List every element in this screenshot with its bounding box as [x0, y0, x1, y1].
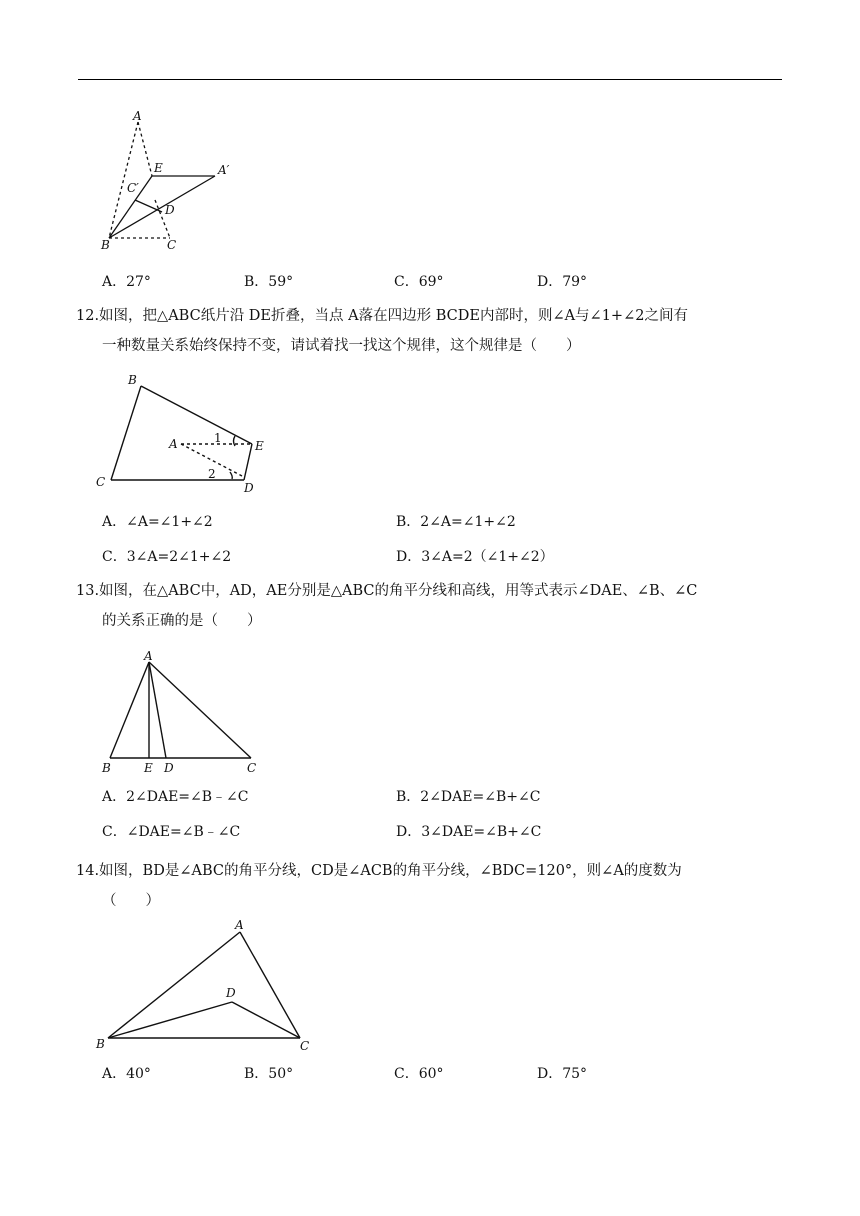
q11-label-D: D: [165, 203, 175, 217]
q13-figure: [96, 648, 268, 774]
q13-stem: [76, 576, 791, 636]
q12-option-a: A．∠A=∠1+∠2: [102, 514, 213, 530]
q12-label-E: E: [255, 439, 264, 453]
q14-option-a: A．40°: [102, 1066, 151, 1082]
q14-label-B: B: [96, 1037, 105, 1051]
q11-label-A: A: [133, 109, 142, 123]
q14-option-c: C．60°: [394, 1066, 444, 1082]
q14-option-d: D．75°: [537, 1066, 588, 1082]
q11-label-B: B: [101, 238, 110, 252]
q11-label-C-prime: C′: [127, 181, 139, 195]
q14-line2: （ ）: [102, 893, 160, 909]
q14-line1: 14.如图，BD是∠ABC的角平分线，CD是∠ACB的角平分线，∠BDC=120°，则∠A的度数为: [76, 863, 682, 879]
q13-label-C: C: [247, 761, 257, 774]
q13-option-c: C．∠DAE=∠B﹣∠C: [102, 824, 241, 840]
q11-label-C: C: [167, 238, 177, 252]
q13-label-E: E: [144, 761, 153, 774]
q12-stem: [76, 301, 791, 361]
q14-label-C: C: [300, 1039, 310, 1053]
q11-figure: [95, 108, 255, 256]
q12-line2: 一种数量关系始终保持不变，请试着找一找这个规律，这个规律是（ ）: [102, 338, 581, 354]
q13-label-D: D: [164, 761, 174, 774]
q11-option-a: A．27°: [102, 274, 151, 290]
q12-label-D: D: [244, 481, 254, 494]
q12-label-B: B: [128, 373, 137, 387]
q12-label-C: C: [96, 475, 106, 489]
q12-label-A: A: [169, 437, 178, 451]
q13-label-A: A: [144, 649, 153, 663]
q14-figure: [92, 914, 322, 1054]
q13-option-d: D．3∠DAE=∠B+∠C: [396, 824, 542, 840]
q11-option-c: C．69°: [394, 274, 444, 290]
q13-label-B: B: [102, 761, 111, 774]
q11-option-b: B．59°: [244, 274, 294, 290]
q12-line1: 12.如图，把△ABC纸片沿 DE折叠，当点 A落在四边形 BCDE内部时，则∠A与∠1+∠2之间有: [76, 308, 688, 324]
q12-option-b: B．2∠A=∠1+∠2: [396, 514, 516, 530]
q11-label-E: E: [154, 161, 163, 175]
q12-label-2: 2: [208, 467, 216, 481]
q11-option-d: D．79°: [537, 274, 588, 290]
q14-label-A: A: [235, 918, 244, 932]
q14-label-D: D: [226, 986, 236, 1000]
q13-option-a: A．2∠DAE=∠B﹣∠C: [102, 789, 249, 805]
q14-stem: [76, 856, 791, 916]
q11-label-A-prime: A′: [218, 163, 230, 177]
q14-option-b: B．50°: [244, 1066, 294, 1082]
q12-option-c: C．3∠A=2∠1+∠2: [102, 549, 232, 565]
q13-line1: 13.如图，在△ABC中，AD，AE分别是△ABC的角平分线和高线，用等式表示∠DAE、∠B、∠C: [76, 583, 698, 599]
header-rule: [78, 79, 782, 80]
q12-label-1: 1: [214, 431, 222, 445]
q13-option-b: B．2∠DAE=∠B+∠C: [396, 789, 541, 805]
q12-figure: [92, 370, 282, 494]
q12-option-d: D．3∠A=2（∠1+∠2）: [396, 549, 554, 565]
q13-line2: 的关系正确的是（ ）: [102, 613, 262, 629]
